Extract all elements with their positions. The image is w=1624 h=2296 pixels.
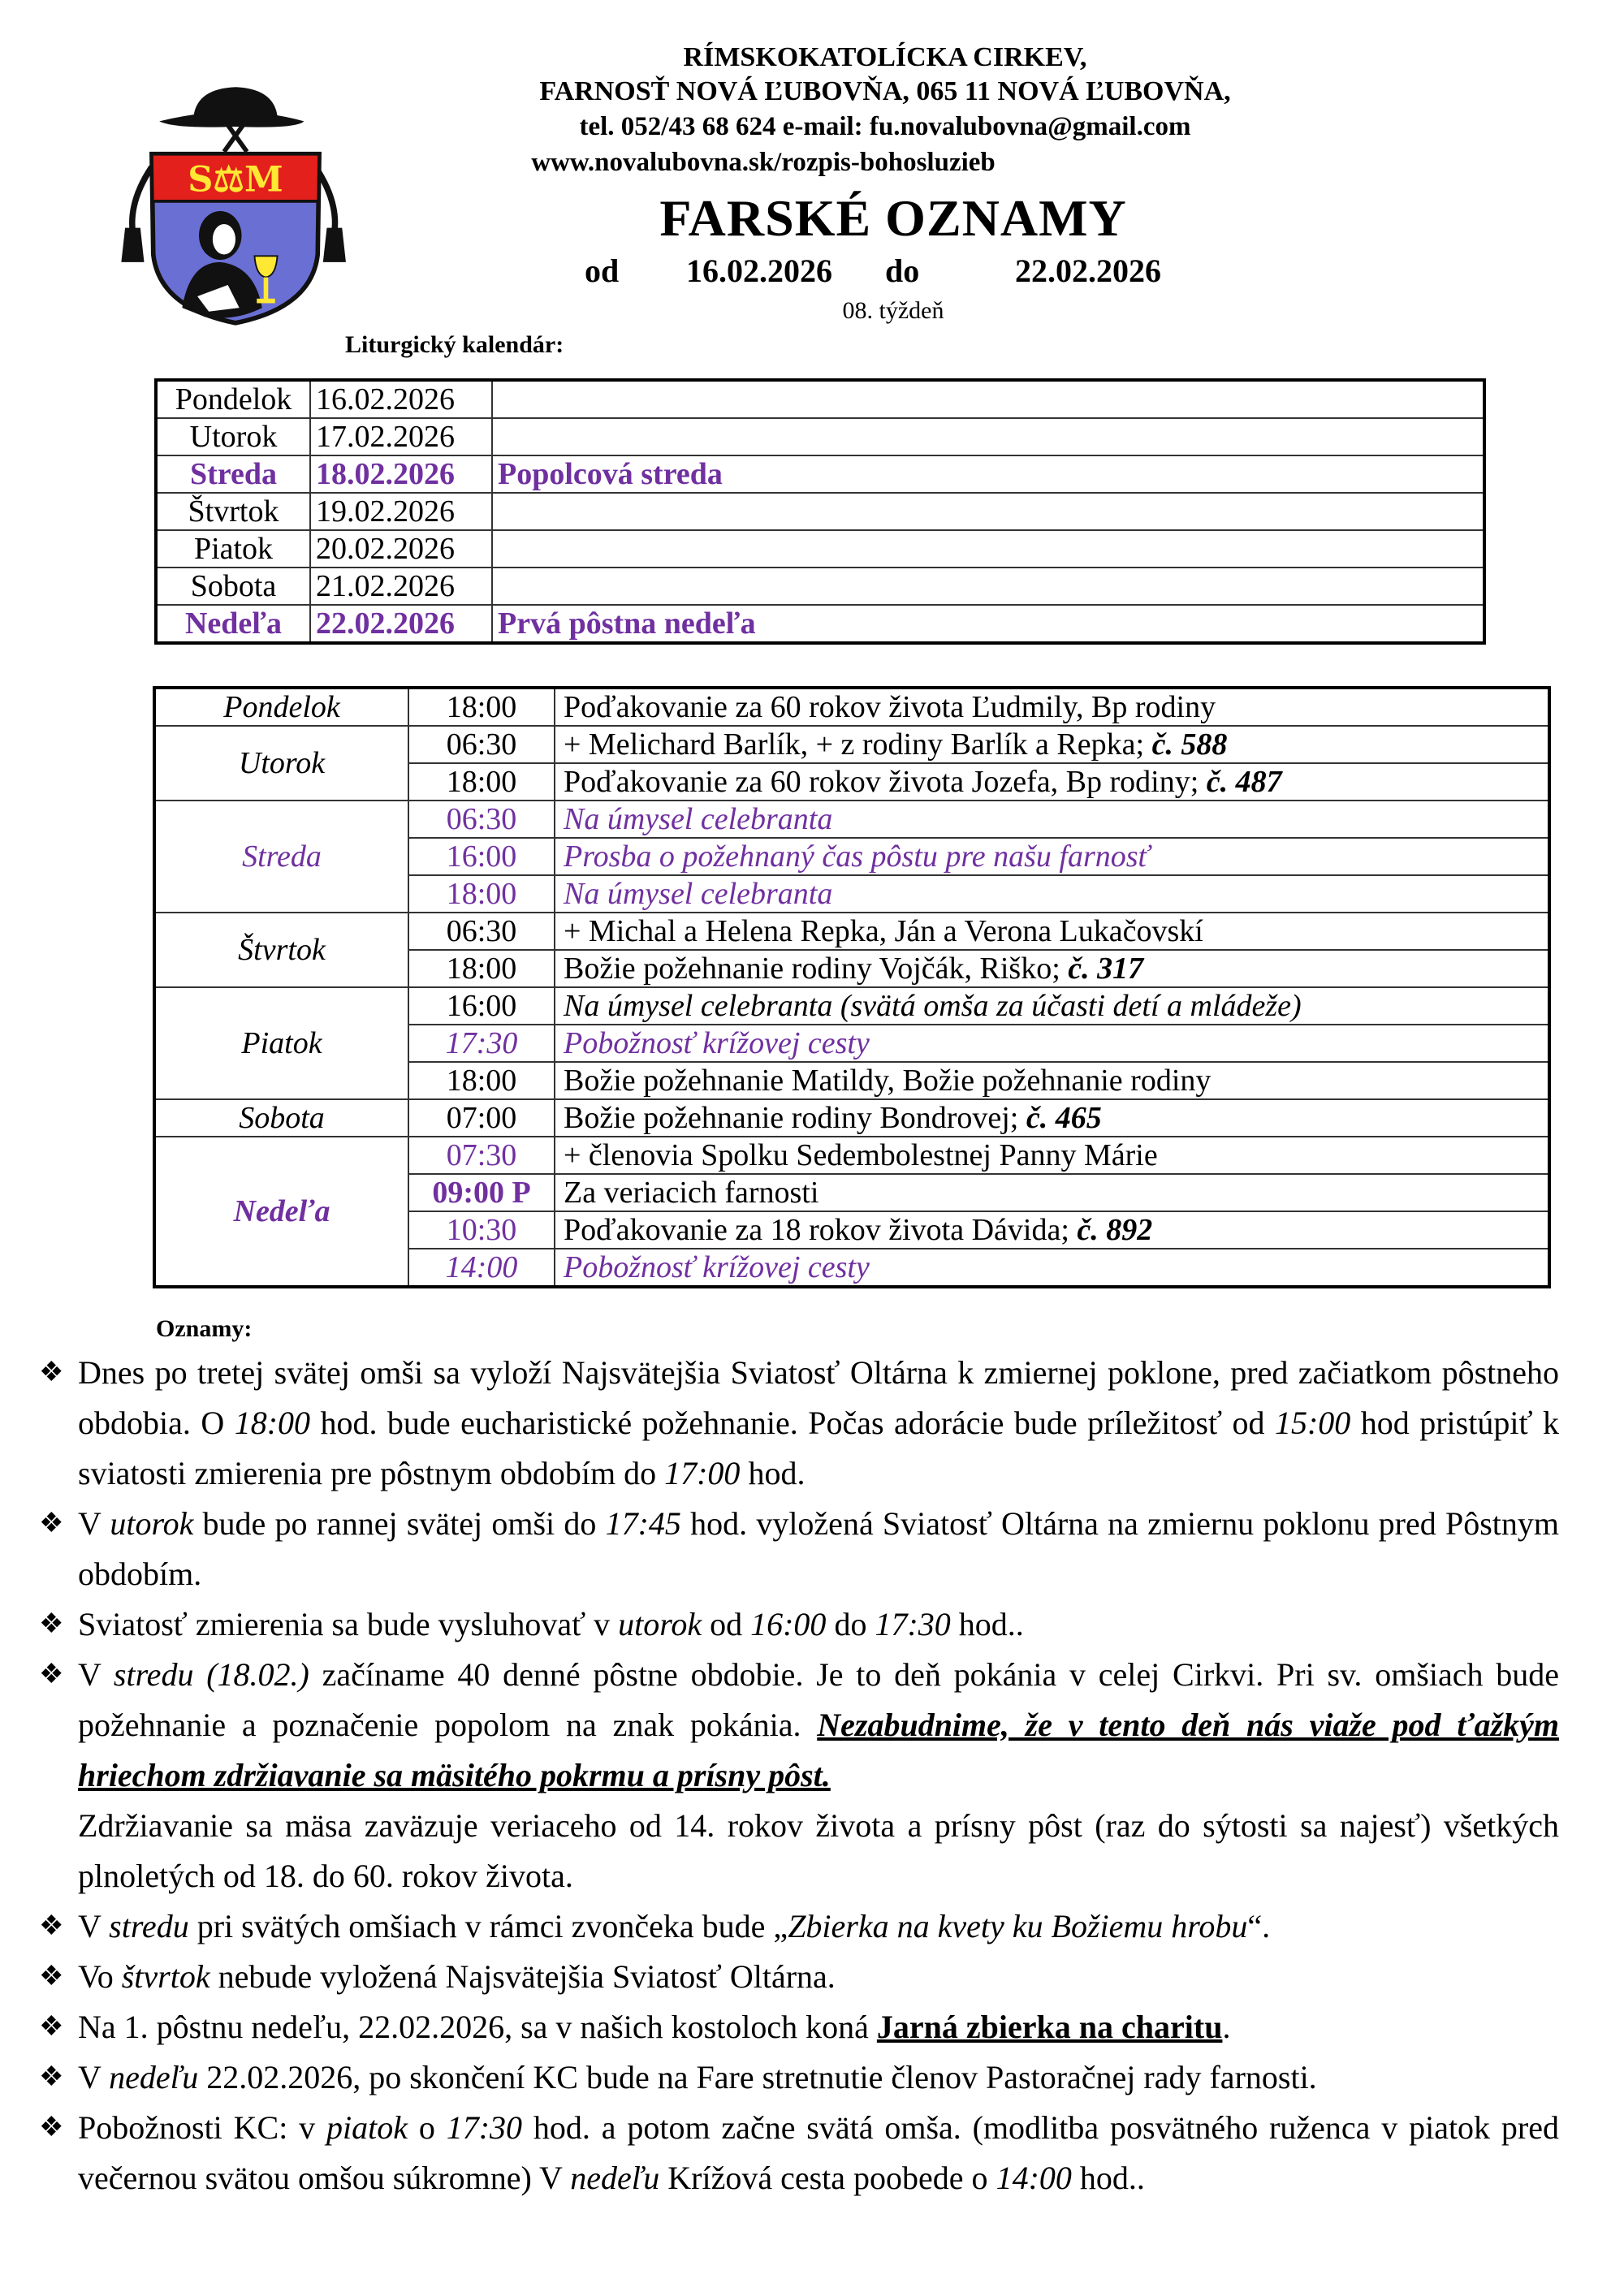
announcement-text: Vo: [78, 1958, 122, 1995]
announcement-item: [32, 1499, 1559, 1599]
intention-text: Poďakovanie za 60 rokov života Jozefa, Bp rodiny;: [564, 765, 1207, 799]
parish-address: FARNOSŤ NOVÁ ĽUBOVŇA, 065 11 NOVÁ ĽUBOVŇA,: [539, 76, 1231, 106]
announcement-text: “.: [1247, 1908, 1271, 1944]
announcement-continuation: Zdržiavanie sa mäsa zaväzuje veriaceho od 14. rokov života a prísny pôst (raz do sýtosti sa najesť) všetkých plnoletých od 18. do 60. rokov života.: [78, 1807, 1559, 1894]
announcement-text: hod.: [740, 1455, 806, 1491]
diamond-bullet-icon: ❖: [39, 1962, 64, 1992]
mass-day: Sobota: [154, 1099, 408, 1137]
calendar-day: Sobota: [156, 568, 310, 605]
announcement-text: 16:00: [750, 1606, 827, 1642]
mass-row: [154, 801, 1549, 838]
calendar-feast: Prvá pôstna nedeľa: [492, 605, 1484, 643]
intention-number: č. 317: [1068, 952, 1144, 986]
announcement-text: Zbierka na kvety ku Božiemu hrobu: [788, 1908, 1248, 1944]
mass-intention: [555, 1249, 1549, 1287]
calendar-row: [156, 493, 1484, 530]
intention-text: Božie požehnanie rodiny Bondrovej;: [564, 1101, 1026, 1135]
calendar-date: 16.02.2026: [310, 380, 492, 418]
calendar-date: 21.02.2026: [310, 568, 492, 605]
intention-text: Poďakovanie za 18 rokov života Dávida;: [564, 1213, 1078, 1247]
announcement-text: nebude vyložená Najsvätejšia Sviatosť Oltárna.: [209, 1958, 836, 1995]
parish-website-link[interactable]: www.novalubovna.sk/rozpis-bohosluzieb: [531, 148, 996, 177]
mass-day: Štvrtok: [154, 913, 408, 987]
announcement-text: štvrtok: [121, 1958, 210, 1995]
calendar-date: 17.02.2026: [310, 418, 492, 455]
calendar-feast: [492, 418, 1484, 455]
mass-row: [154, 1137, 1549, 1174]
galero-hat-icon: [159, 87, 304, 152]
mass-intention: [555, 726, 1549, 763]
diamond-bullet-icon: ❖: [39, 1659, 64, 1690]
announcement-text: stredu: [109, 1908, 189, 1944]
to-date: 22.02.2026: [1015, 252, 1161, 289]
mass-intention: [555, 838, 1549, 875]
calendar-feast: Popolcová streda: [492, 455, 1484, 493]
announcement-item: [32, 1348, 1559, 1499]
announcement-item: [32, 2103, 1559, 2203]
announcement-text: V: [78, 1656, 114, 1693]
calendar-feast: [492, 380, 1484, 418]
announcement-text: Jarná zbierka na charitu: [876, 2009, 1223, 2045]
calendar-row: [156, 568, 1484, 605]
calendar-row: [156, 605, 1484, 643]
announcement-text: .: [1222, 2009, 1231, 2045]
announcements-list: [32, 1348, 1559, 2203]
announcement-text: 22.02.2026, po skončení KC bude na Fare stretnutie členov Pastoračnej rady farnosti.: [198, 2059, 1317, 2095]
announcement-text: piatok: [326, 2109, 408, 2146]
announcement-text: 18:00: [234, 1405, 311, 1441]
mass-intention: [555, 1174, 1549, 1211]
mass-time: 06:30: [408, 913, 555, 950]
calendar-date: 22.02.2026: [310, 605, 492, 643]
week-number: 08. týždeň: [842, 297, 944, 324]
intention-text: Pobožnosť krížovej cesty: [564, 1026, 870, 1060]
intention-number: č. 487: [1206, 765, 1282, 799]
announcement-text: V: [78, 1505, 110, 1542]
diamond-bullet-icon: ❖: [39, 2062, 64, 2092]
mass-intention: [555, 950, 1549, 987]
calendar-day: Utorok: [156, 418, 310, 455]
mass-time: 17:30: [408, 1025, 555, 1062]
announcement-item: [32, 1650, 1559, 1901]
announcement-text: hod pristúpiť k sviatosti zmierenia pre pôstnym obdobím do: [78, 1405, 1559, 1491]
mass-row: [154, 987, 1549, 1025]
announcement-text: 17:45: [605, 1505, 681, 1542]
calendar-row: [156, 455, 1484, 493]
announcement-text: V: [78, 2059, 110, 2095]
mass-intention: [555, 913, 1549, 950]
from-label: od: [585, 252, 620, 289]
page-title: FARSKÉ OZNAMY: [659, 189, 1127, 247]
announcement-text: 17:00: [664, 1455, 741, 1491]
intention-text: Pobožnosť krížovej cesty: [564, 1250, 870, 1284]
announcement-text: utorok: [110, 1505, 194, 1542]
announcement-text: nedeľu: [109, 2059, 199, 2095]
announcement-text: o: [408, 2109, 447, 2146]
announcement-text: hod. vyložená Sviatosť Oltárna na zmiernu poklonu pred Pôstnym obdobím.: [78, 1505, 1560, 1592]
mass-intention: [555, 987, 1549, 1025]
to-label: do: [885, 252, 920, 289]
announcement-item: [32, 2052, 1559, 2103]
mass-day: Piatok: [154, 987, 408, 1099]
mass-day: Pondelok: [154, 688, 408, 726]
announcement-text: hod. bude eucharistické požehnanie. Počas adorácie bude príležitosť od: [310, 1405, 1275, 1441]
announcement-text: 17:30: [875, 1606, 951, 1642]
diamond-bullet-icon: ❖: [39, 1609, 64, 1639]
announcement-text: hod..: [1071, 2160, 1145, 2196]
announcement-text: bude po rannej svätej omši do: [193, 1505, 606, 1542]
calendar-day: Štvrtok: [156, 493, 310, 530]
mass-day: Utorok: [154, 726, 408, 801]
mass-day: Nedeľa: [154, 1137, 408, 1287]
mass-row: [154, 913, 1549, 950]
calendar-day: Nedeľa: [156, 605, 310, 643]
intention-text: + Michal a Helena Repka, Ján a Verona Lukačovskí: [564, 914, 1203, 948]
mass-intention: [555, 1099, 1549, 1137]
diamond-bullet-icon: ❖: [39, 2012, 64, 2042]
liturgical-calendar-table: [154, 378, 1486, 645]
announcement-text: začíname 40 denné pôstne obdobie. Je to deň pokánia v celej Cirkvi. Pri sv. omšiach bude požehnanie a poznačenie popolom na znak pokánia.: [78, 1656, 1559, 1743]
calendar-date: 20.02.2026: [310, 530, 492, 568]
mass-intention: [555, 1211, 1549, 1249]
parish-coat-of-arms-logo: [114, 77, 357, 333]
diamond-bullet-icon: ❖: [39, 1357, 64, 1388]
mass-time: 18:00: [408, 688, 555, 726]
announcement-text: Na 1. pôstnu nedeľu, 22.02.2026, sa v našich kostoloch koná: [78, 2009, 877, 2045]
calendar-day: Piatok: [156, 530, 310, 568]
announcement-item: [32, 2002, 1559, 2052]
mass-time: 07:00: [408, 1099, 555, 1137]
mass-time: 18:00: [408, 1062, 555, 1099]
intention-text: + členovia Spolku Sedembolestnej Panny Márie: [564, 1138, 1158, 1172]
logo-monogram: S⚖M: [188, 159, 283, 201]
mass-intention: [555, 1137, 1549, 1174]
announcement-text: utorok: [618, 1606, 702, 1642]
liturgical-calendar-label: Liturgický kalendár:: [345, 331, 564, 358]
mass-intention: [555, 688, 1549, 726]
announcement-text: do: [826, 1606, 875, 1642]
calendar-feast: [492, 493, 1484, 530]
mass-intention: [555, 1025, 1549, 1062]
parish-contact: tel. 052/43 68 624 e-mail: fu.novalubovna@gmail.com: [579, 112, 1191, 141]
mass-time: 10:30: [408, 1211, 555, 1249]
announcement-text: nedeľu: [570, 2160, 660, 2196]
announcement-item: [32, 1952, 1559, 2002]
announcement-text: Dnes po tretej svätej omši sa vyloží Najsvätejšia Sviatosť Oltárna k zmiernej poklone, pred začiatkom pôstneho obdobia. O: [78, 1354, 1559, 1441]
mass-time: 14:00: [408, 1249, 555, 1287]
announcement-item: [32, 1599, 1559, 1650]
intention-text: Poďakovanie za 60 rokov života Ľudmily, Bp rodiny: [564, 690, 1216, 724]
mass-schedule-table: [153, 686, 1551, 1288]
mass-time: 16:00: [408, 838, 555, 875]
intention-text: Božie požehnanie Matildy, Božie požehnanie rodiny: [564, 1064, 1212, 1098]
calendar-feast: [492, 530, 1484, 568]
calendar-row: [156, 530, 1484, 568]
calendar-feast: [492, 568, 1484, 605]
announcement-item: [32, 1901, 1559, 1952]
mass-intention: [555, 801, 1549, 838]
announcement-text: 14:00: [996, 2160, 1072, 2196]
announcement-text: stredu (18.02.): [113, 1656, 309, 1693]
intention-text: Na úmysel celebranta (svätá omša za účasti detí a mládeže): [564, 989, 1302, 1023]
announcement-text: 17:30: [446, 2109, 523, 2146]
intention-text: Na úmysel celebranta: [564, 877, 833, 911]
intention-text: + Melichard Barlík, + z rodiny Barlík a Repka;: [564, 727, 1152, 762]
diamond-bullet-icon: ❖: [39, 2113, 64, 2143]
calendar-date: 19.02.2026: [310, 493, 492, 530]
mass-day: Streda: [154, 801, 408, 913]
announcement-text: V: [78, 1908, 110, 1944]
tassel-left-icon: [121, 228, 144, 262]
diamond-bullet-icon: ❖: [39, 1508, 64, 1539]
mass-time: 18:00: [408, 875, 555, 913]
announcement-text: Sviatosť zmierenia sa bude vysluhovať v: [78, 1606, 619, 1642]
intention-number: č. 588: [1151, 727, 1228, 762]
announcement-text: pri svätých omšiach v rámci zvončeka bude „: [188, 1908, 788, 1944]
mass-time: 09:00 P: [408, 1174, 555, 1211]
intention-number: č. 892: [1077, 1213, 1153, 1247]
mass-row: [154, 1099, 1549, 1137]
intention-text: Na úmysel celebranta: [564, 802, 833, 836]
announcement-text: 15:00: [1274, 1405, 1351, 1441]
intention-text: Božie požehnanie rodiny Vojčák, Riško;: [564, 952, 1069, 986]
mass-intention: [555, 875, 1549, 913]
calendar-day: Streda: [156, 455, 310, 493]
mass-time: 16:00: [408, 987, 555, 1025]
intention-number: č. 465: [1026, 1101, 1102, 1135]
calendar-date: 18.02.2026: [310, 455, 492, 493]
calendar-row: [156, 380, 1484, 418]
mass-intention: [555, 763, 1549, 801]
tassel-right-icon: [323, 228, 346, 262]
announcement-text: od: [702, 1606, 751, 1642]
mass-row: [154, 688, 1549, 726]
intention-text: Prosba o požehnaný čas pôstu pre našu farnosť: [564, 839, 1150, 874]
mass-row: [154, 726, 1549, 763]
mass-intention: [555, 1062, 1549, 1099]
intention-text: Za veriacich farnosti: [564, 1176, 819, 1210]
announcement-text: Nezabudnime, že v tento deň nás viaže pod ťažkým hriechom zdržiavanie sa mäsitého pokrmu a prísny pôst.: [78, 1707, 1560, 1793]
church-name: RÍMSKOKATOLÍCKA CIRKEV,: [683, 42, 1087, 72]
diamond-bullet-icon: ❖: [39, 1911, 64, 1941]
announcement-text: Pobožnosti KC: v: [78, 2109, 327, 2146]
mass-time: 18:00: [408, 950, 555, 987]
mass-time: 06:30: [408, 726, 555, 763]
mass-time: 06:30: [408, 801, 555, 838]
announcement-text: Krížová cesta poobede o: [659, 2160, 996, 2196]
mass-time: 18:00: [408, 763, 555, 801]
from-date: 16.02.2026: [686, 252, 832, 289]
mass-time: 07:30: [408, 1137, 555, 1174]
calendar-row: [156, 418, 1484, 455]
announcement-text: hod. a potom začne svätá omša. (modlitba posvätného ruženca v piatok pred večernou svätou omšou súkromne) V: [78, 2109, 1559, 2196]
announcements-label: Oznamy:: [156, 1315, 253, 1342]
announcement-text: hod..: [950, 1606, 1024, 1642]
calendar-day: Pondelok: [156, 380, 310, 418]
